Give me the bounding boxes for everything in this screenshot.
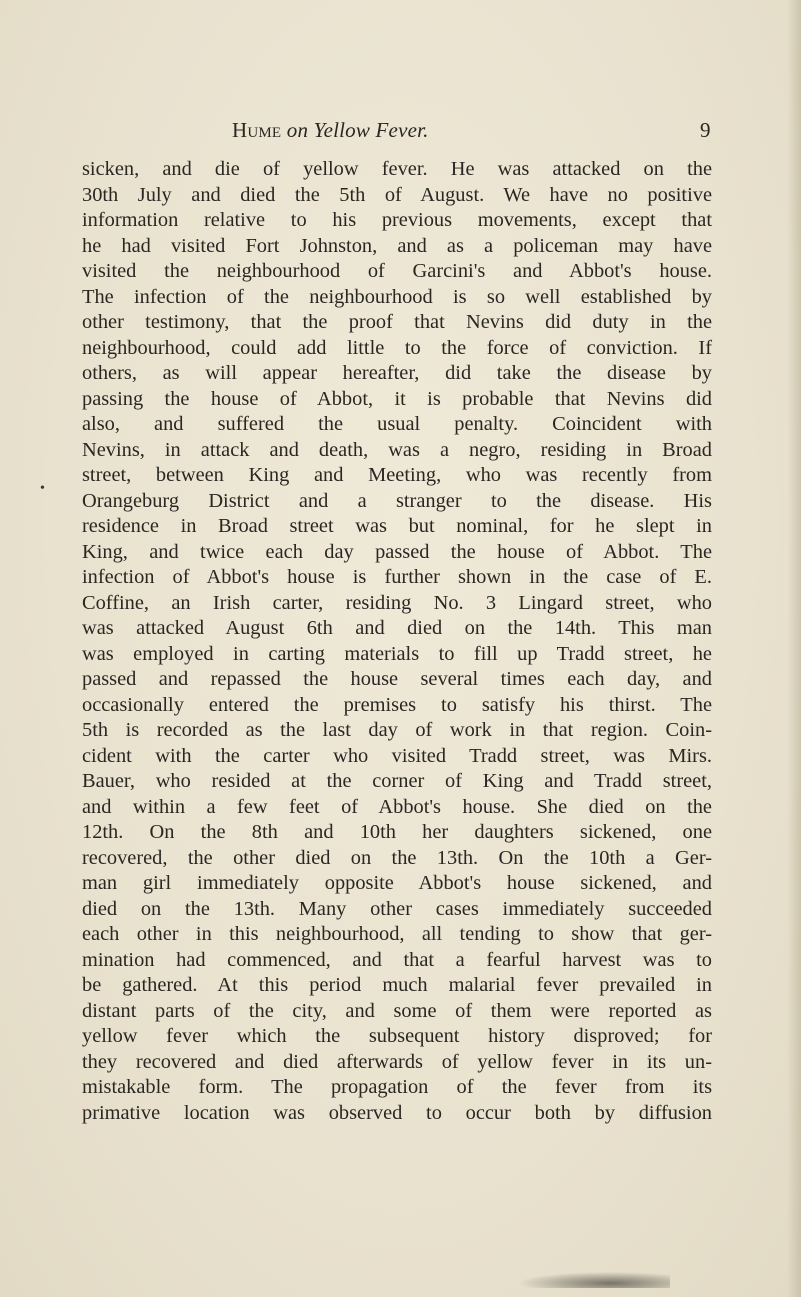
text-line: recovered, the other died on the 13th. On the 10th a Ger- — [82, 846, 712, 869]
text-line: infection of Abbot's house is further shown in the case of E. — [82, 566, 712, 588]
text-line: man girl immediately opposite Abbot's house sickened, and — [82, 872, 712, 894]
text-line: Bauer, who resided at the corner of King and Tradd street, — [82, 770, 712, 792]
text-line: mistakable form. The propagation of the fever from its — [82, 1076, 712, 1098]
text-line: occasionally entered the premises to satisfy his thirst. The — [82, 693, 712, 716]
text-line: yellow fever which the subsequent history disproved; for — [82, 1025, 712, 1047]
text-line: was employed in carting materials to fill up Tradd street, he — [82, 642, 712, 665]
text-line: residence in Broad street was but nominal, for he slept in — [82, 515, 712, 537]
text-line: be gathered. At this period much malarial fever prevailed in — [82, 974, 712, 996]
text-line: he had visited Fort Johnston, and as a policeman may have — [82, 234, 712, 257]
text-line: Orangeburg District and a stranger to the disease. His — [82, 489, 712, 512]
text-line: each other in this neighbourhood, all tending to show that ger- — [82, 923, 712, 945]
text-line: Nevins, in attack and death, was a negro, residing in Broad — [82, 438, 712, 461]
text-line: passing the house of Abbot, it is probable that Nevins did — [82, 387, 712, 410]
text-line: died on the 13th. Many other cases immediately succeeded — [82, 897, 712, 920]
page-number: 9 — [700, 118, 711, 142]
text-line: visited the neighbourhood of Garcini's and Abbot's house. — [82, 260, 712, 282]
page-edge-shadow — [787, 0, 801, 1297]
running-head-on: on — [286, 118, 309, 142]
text-line: Coffine, an Irish carter, residing No. 3 Lingard street, who — [82, 591, 712, 614]
text-line: mination had commenced, and that a fearful harvest was to — [82, 948, 712, 971]
body-text — [82, 157, 712, 1126]
text-line: sicken, and die of yellow fever. He was attacked on the — [82, 158, 712, 180]
text-line: King, and twice each day passed the house of Abbot. The — [82, 540, 712, 563]
text-line: and within a few feet of Abbot's house. She died on the — [82, 795, 712, 818]
text-line: they recovered and died afterwards of yellow fever in its un- — [82, 1050, 712, 1073]
text-line: neighbourhood, could add little to the force of conviction. If — [82, 336, 712, 359]
running-head-subject: Yellow Fever. — [313, 118, 429, 142]
text-line: passed and repassed the house several times each day, and — [82, 668, 712, 690]
text-line: street, between King and Meeting, who was recently from — [82, 464, 712, 486]
text-line: distant parts of the city, and some of them were reported as — [82, 999, 712, 1022]
text-line: 30th July and died the 5th of August. We have no positive — [82, 183, 712, 206]
ink-smudge — [520, 1272, 670, 1288]
running-head — [232, 118, 429, 143]
running-head-author: Hume — [232, 118, 282, 142]
text-line: also, and suffered the usual penalty. Coincident with — [82, 413, 712, 435]
margin-mark: • — [40, 481, 45, 496]
page-header — [0, 118, 801, 144]
text-line: cident with the carter who visited Tradd street, was Mirs. — [82, 744, 712, 767]
text-line: The infection of the neighbourhood is so well established by — [82, 285, 712, 308]
text-line: others, as will appear hereafter, did take the disease by — [82, 362, 712, 384]
text-line: 5th is recorded as the last day of work in that region. Coin- — [82, 719, 712, 741]
text-line: information relative to his previous movements, except that — [82, 209, 712, 231]
text-line: 12th. On the 8th and 10th her daughters sickened, one — [82, 821, 712, 843]
text-line: was attacked August 6th and died on the 14th. This man — [82, 617, 712, 639]
text-line: other testimony, that the proof that Nevins did duty in the — [82, 311, 712, 333]
text-line: primative location was observed to occur both by diffusion — [82, 1101, 712, 1124]
